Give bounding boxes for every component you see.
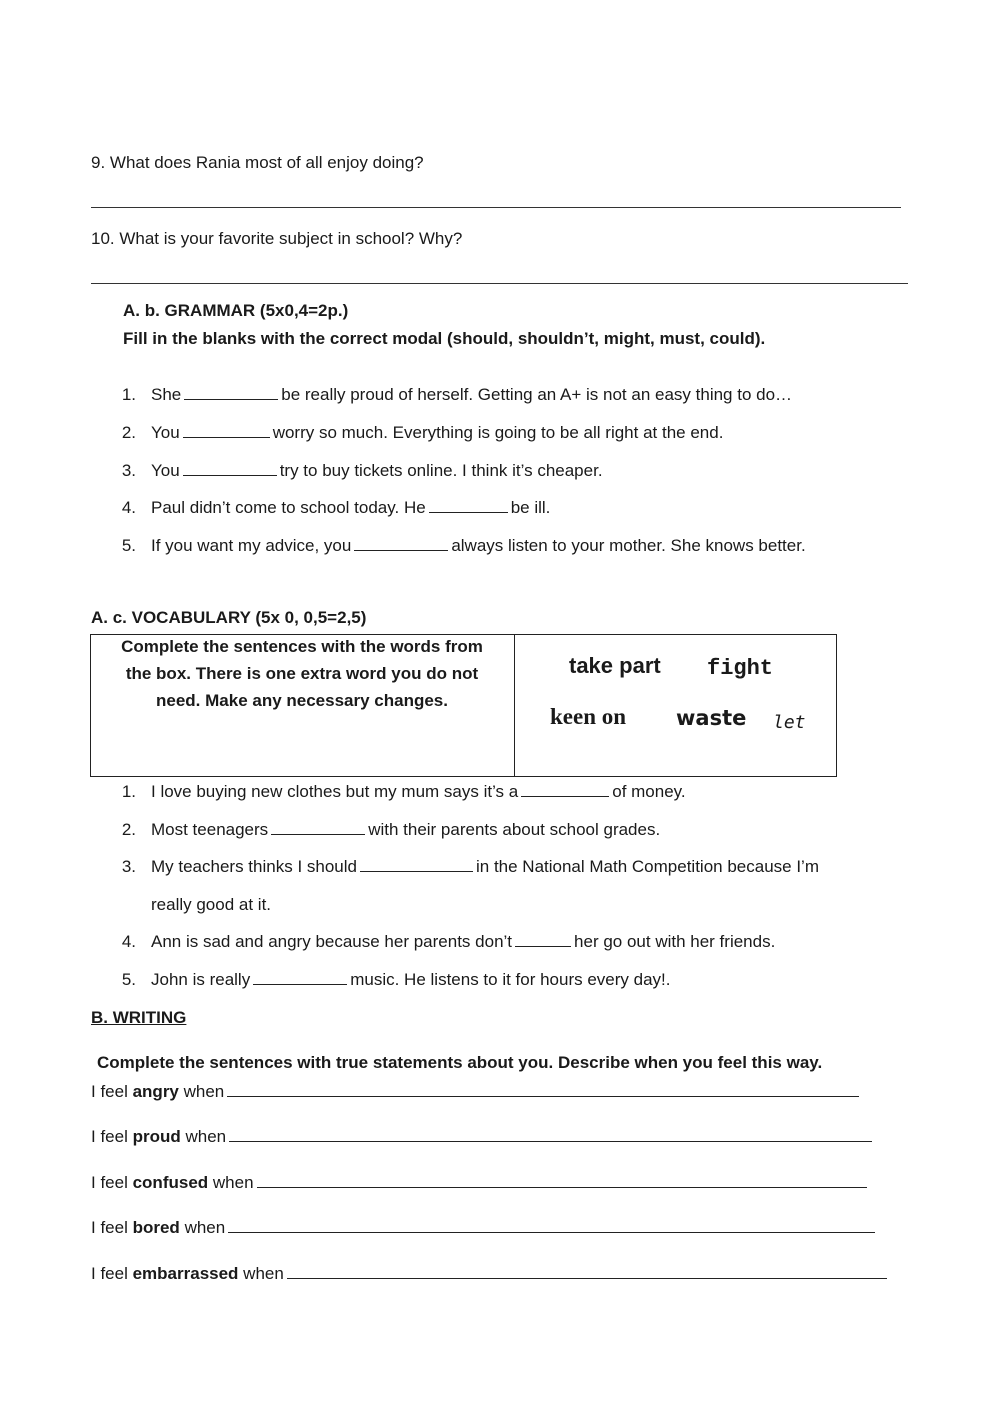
answer-line-9[interactable] <box>91 207 901 208</box>
writing-line-confused: I feel confused when <box>91 1173 870 1193</box>
vocab-blank-3[interactable] <box>360 857 473 872</box>
word-box-divider <box>514 634 515 777</box>
writing-line-embarrassed: I feel embarrassed when <box>91 1264 890 1284</box>
writing-line-bored: I feel bored when <box>91 1218 878 1238</box>
grammar-blank-2[interactable] <box>183 423 270 438</box>
writing-line-angry: I feel angry when <box>91 1082 862 1102</box>
word-waste: waste <box>676 706 747 730</box>
grammar-blank-1[interactable] <box>184 385 278 400</box>
word-box-instruction: Complete the sentences with the words from the box. There is one extra word you do not need. Make any necessary changes. <box>121 637 483 710</box>
word-keen-on: keen on <box>550 704 627 729</box>
vocab-blank-2[interactable] <box>271 820 365 835</box>
grammar-heading: A. b. GRAMMAR (5x0,4=2p.) <box>123 301 349 320</box>
vocabulary-heading: A. c. VOCABULARY (5x 0, 0,5=2,5) <box>91 608 367 627</box>
writing-answer-angry[interactable] <box>227 1082 859 1097</box>
grammar-blank-3[interactable] <box>183 461 277 476</box>
answer-line-10[interactable] <box>91 283 908 284</box>
question-9: 9. What does Rania most of all enjoy doing? <box>91 153 424 172</box>
question-10: 10. What is your favorite subject in school? Why? <box>91 229 463 248</box>
writing-answer-confused[interactable] <box>257 1173 867 1188</box>
writing-heading: B. WRITING <box>91 1008 187 1027</box>
worksheet-page: 9. What does Rania most of all enjoy doing? 10. What is your favorite subject in school? Why? A. b. GRAMMAR (5x0,4=2p.) Fill in the blanks with the correct modal (should, shouldn’t, might, must, could). 1. She be really proud of herself. Getting an A+ is not an easy thing to do… 2. You worry so much. Everything is going to be all right at the end. 3. You try to buy tickets online. I think it’s cheaper. 4. Paul didn’t come to school today. He be ill. 5. If you want my advice, you always listen to your mother. She knows better. A. c. VOCABULARY (5x 0, 0,5=2,5) Complete the sentences with the words from the box. There is one extra word you do not need. Make any necessary changes. take part fight keen on waste let 1. I love buying new clothes but my mum says it’s a of money. 2. Most teenagers with their parents about school grades. 3. My teachers thinks I should in the National Math Competition because I’m really good at it. 4. Ann is sad and angry because her parents don’t her go out with her friends. 5. John is really music. He listens to it for hours every day!. B. WRITING Complete the sentences with true statements about you. Describe when you feel this way. I feel angry when I feel proud when I feel confused when I feel bored when I feel embarrassed when <box>0 0 1000 1413</box>
writing-instruction: Complete the sentences with true statements about you. Describe when you feel this way. <box>97 1053 823 1072</box>
writing-answer-proud[interactable] <box>229 1127 872 1142</box>
vocab-blank-5[interactable] <box>253 970 347 985</box>
grammar-instruction: Fill in the blanks with the correct modal (should, shouldn’t, might, must, could). <box>123 329 766 348</box>
grammar-blank-5[interactable] <box>354 536 448 551</box>
writing-answer-embarrassed[interactable] <box>287 1264 887 1279</box>
word-fight: fight <box>707 656 774 681</box>
vocab-blank-4[interactable] <box>515 932 571 947</box>
writing-answer-bored[interactable] <box>228 1218 875 1233</box>
grammar-blank-4[interactable] <box>429 498 508 513</box>
word-let: let <box>773 712 806 733</box>
writing-line-proud: I feel proud when <box>91 1127 875 1147</box>
word-take-part: take part <box>569 653 661 678</box>
vocab-blank-1[interactable] <box>521 782 609 797</box>
